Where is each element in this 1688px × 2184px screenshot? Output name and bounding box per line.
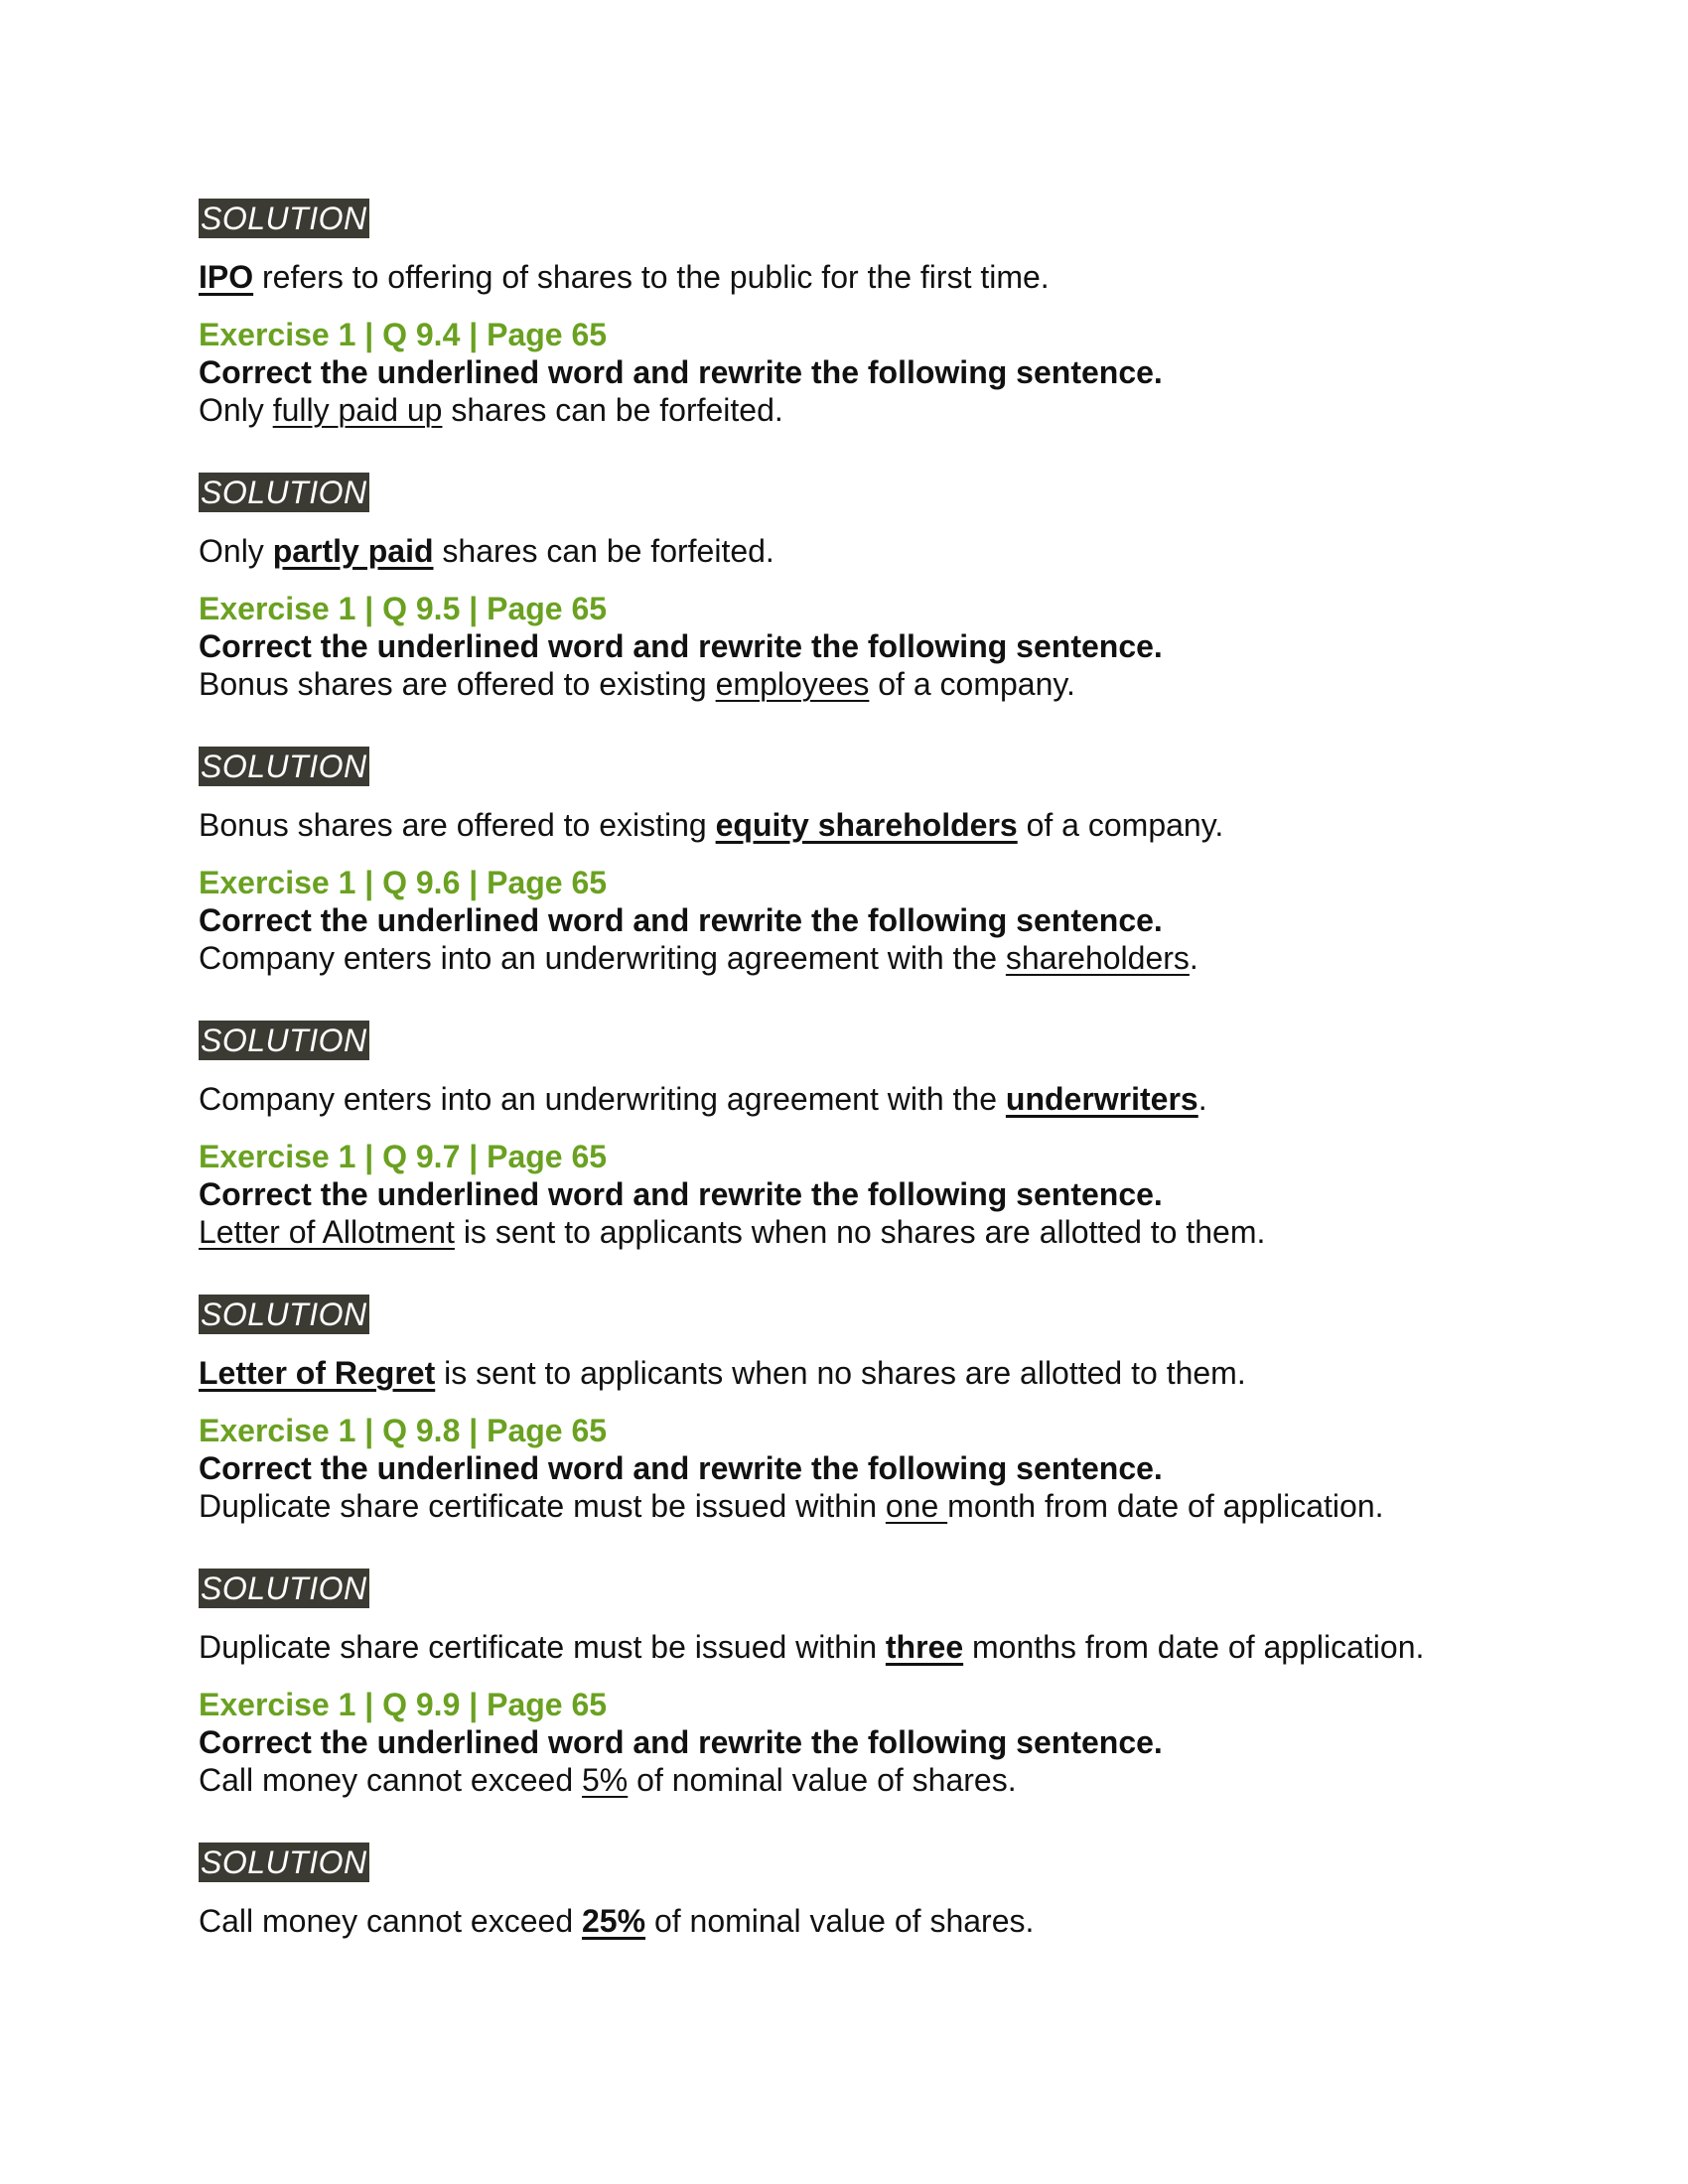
exercise-heading: Exercise 1 | Q 9.5 | Page 65 [199, 591, 608, 626]
exercise-block [199, 1412, 1384, 1525]
answer-line [199, 1628, 1424, 1666]
question-underlined-term: shareholders [1005, 940, 1190, 976]
exercise-block [199, 316, 1163, 429]
solution-block [199, 199, 369, 238]
answer-key-term: 25% [582, 1903, 646, 1939]
exercise-instruction: Correct the underlined word and rewrite the following sentence. [199, 1724, 1163, 1760]
solution-badge: SOLUTION [201, 749, 367, 784]
answer-line [199, 1902, 1034, 1940]
answer-text: refers to offering of shares to the public for the first time. [253, 259, 1050, 295]
answer-line [199, 1354, 1246, 1392]
question-text: Bonus shares are offered to existing [199, 666, 716, 702]
answer-line [199, 806, 1223, 844]
question-text: of a company. [869, 666, 1075, 702]
question-underlined-term: employees [715, 666, 870, 702]
answer-key-term: partly paid [272, 533, 434, 569]
solution-block [199, 473, 369, 512]
question-text: is sent to applicants when no shares are allotted to them. [454, 1214, 1266, 1250]
question-sentence [199, 391, 1163, 429]
exercise-heading: Exercise 1 | Q 9.7 | Page 65 [199, 1139, 608, 1174]
answer-text: Bonus shares are offered to existing [199, 807, 716, 843]
answer-key-term: three [885, 1629, 964, 1665]
solution-block [199, 1295, 369, 1334]
solution-badge: SOLUTION [201, 1844, 367, 1880]
question-sentence [199, 1761, 1163, 1799]
question-underlined-term: Letter of Allotment [199, 1214, 455, 1250]
question-sentence [199, 1487, 1384, 1525]
question-sentence [199, 665, 1163, 703]
question-underlined-term: fully paid up [272, 392, 443, 428]
answer-text: shares can be forfeited. [433, 533, 774, 569]
answer-line [199, 258, 1050, 296]
answer-key-term: equity shareholders [715, 807, 1018, 843]
answer-text: Duplicate share certificate must be issued within [199, 1629, 886, 1665]
question-text: . [1189, 940, 1198, 976]
solution-badge: SOLUTION [201, 1297, 367, 1332]
exercise-block [199, 590, 1163, 703]
answer-text: of nominal value of shares. [645, 1903, 1035, 1939]
answer-text: Company enters into an underwriting agreement with the [199, 1081, 1006, 1117]
answer-text: Only [199, 533, 273, 569]
answer-key-term: IPO [199, 259, 254, 295]
question-text: shares can be forfeited. [442, 392, 783, 428]
answer-line [199, 532, 774, 570]
exercise-heading: Exercise 1 | Q 9.8 | Page 65 [199, 1413, 608, 1448]
solution-block [199, 747, 369, 786]
answer-text: months from date of application. [963, 1629, 1425, 1665]
question-text: Company enters into an underwriting agreement with the [199, 940, 1006, 976]
answer-text: of a company. [1017, 807, 1224, 843]
exercise-instruction: Correct the underlined word and rewrite the following sentence. [199, 902, 1163, 938]
solution-block [199, 1843, 369, 1882]
exercise-heading: Exercise 1 | Q 9.9 | Page 65 [199, 1687, 608, 1722]
question-sentence [199, 1213, 1265, 1251]
answer-line [199, 1080, 1207, 1118]
exercise-instruction: Correct the underlined word and rewrite the following sentence. [199, 1176, 1163, 1212]
solution-badge: SOLUTION [201, 1023, 367, 1058]
exercise-heading: Exercise 1 | Q 9.4 | Page 65 [199, 317, 608, 352]
exercise-block [199, 1138, 1265, 1251]
solution-block [199, 1021, 369, 1060]
exercise-instruction: Correct the underlined word and rewrite the following sentence. [199, 354, 1163, 390]
answer-text: Call money cannot exceed [199, 1903, 582, 1939]
solution-badge: SOLUTION [201, 475, 367, 510]
exercise-instruction: Correct the underlined word and rewrite the following sentence. [199, 1450, 1163, 1486]
answer-text: is sent to applicants when no shares are allotted to them. [435, 1355, 1246, 1391]
answer-key-term: Letter of Regret [199, 1355, 436, 1391]
exercise-block [199, 1686, 1163, 1799]
question-sentence [199, 939, 1198, 977]
solution-block [199, 1569, 369, 1608]
exercise-heading: Exercise 1 | Q 9.6 | Page 65 [199, 865, 608, 900]
question-text: Duplicate share certificate must be issued within [199, 1488, 886, 1524]
question-text: month from date of application. [947, 1488, 1384, 1524]
solution-badge: SOLUTION [201, 201, 367, 236]
question-text: Call money cannot exceed [199, 1762, 582, 1798]
solution-badge: SOLUTION [201, 1570, 367, 1606]
question-underlined-term: 5% [582, 1762, 629, 1798]
exercise-instruction: Correct the underlined word and rewrite the following sentence. [199, 628, 1163, 664]
exercise-block [199, 864, 1198, 977]
answer-key-term: underwriters [1005, 1081, 1198, 1117]
question-text: Only [199, 392, 273, 428]
question-underlined-term: one [885, 1488, 948, 1524]
answer-text: . [1197, 1081, 1207, 1117]
question-text: of nominal value of shares. [628, 1762, 1017, 1798]
